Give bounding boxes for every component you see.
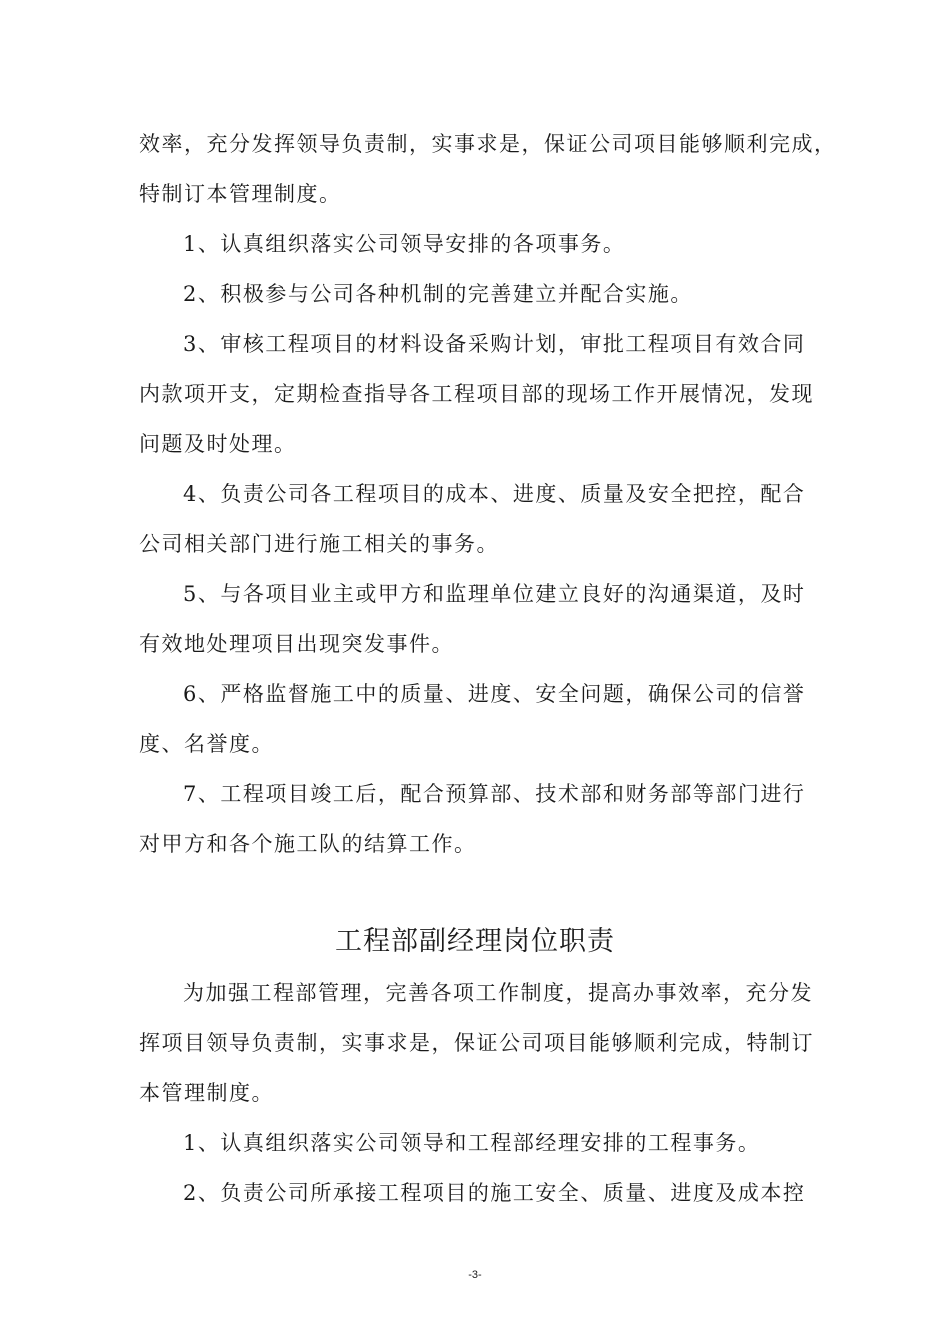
list-item-3-continued: 内款项开支，定期检查指导各工程项目部的现场工作开展情况，发现 [139,382,814,406]
list-item-7: 7、工程项目竣工后，配合预算部、技术部和财务部等部门进行 [183,782,806,806]
list-item-3-continued: 问题及时处理。 [139,432,297,456]
paragraph-line: 特制订本管理制度。 [139,182,342,206]
list-item-1: 1、认真组织落实公司领导安排的各项事务。 [183,232,626,256]
list-item-4: 4、负责公司各工程项目的成本、进度、质量及安全把控，配合 [183,482,806,506]
page-number: -3- [468,1269,482,1281]
list-item-6: 6、严格监督施工中的质量、进度、安全问题，确保公司的信誉 [183,682,806,706]
list-item-5: 5、与各项目业主或甲方和监理单位建立良好的沟通渠道，及时 [183,582,806,606]
list-item-5-continued: 有效地处理项目出现突发事件。 [139,632,454,656]
section-paragraph-line: 为加强工程部管理，完善各项工作制度，提高办事效率，充分发 [183,981,813,1005]
list-item-2: 2、积极参与公司各种机制的完善建立并配合实施。 [183,282,693,306]
section-paragraph-line: 本管理制度。 [139,1081,274,1105]
section-heading: 工程部副经理岗位职责 [335,926,615,957]
list-item-7-continued: 对甲方和各个施工队的结算工作。 [139,832,477,856]
list-item-6-continued: 度、名誉度。 [139,732,274,756]
paragraph-line: 效率，充分发挥领导负责制，实事求是，保证公司项目能够顺利完成， [139,132,837,156]
list-item-4-continued: 公司相关部门进行施工相关的事务。 [139,532,499,556]
section-list-item-2: 2、负责公司所承接工程项目的施工安全、质量、进度及成本控 [183,1181,806,1205]
section-paragraph-line: 挥项目领导负责制，实事求是，保证公司项目能够顺利完成，特制订 [139,1031,814,1055]
list-item-3: 3、审核工程项目的材料设备采购计划，审批工程项目有效合同 [183,332,806,356]
section-list-item-1: 1、认真组织落实公司领导和工程部经理安排的工程事务。 [183,1131,761,1155]
